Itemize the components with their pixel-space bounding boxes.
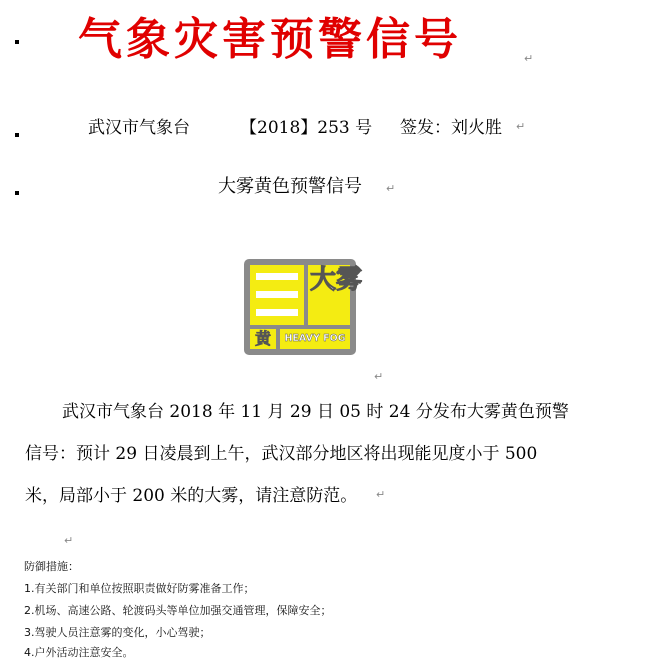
document-number: 【2018】253 号: [240, 118, 373, 138]
measures-heading: 防御措施：: [24, 560, 79, 573]
measure-item: 2.机场、高速公路、轮渡码头等单位加强交通管理，保障安全；: [24, 604, 332, 617]
bullet: [15, 191, 19, 195]
document-title: 气象灾害预警信号: [78, 14, 462, 65]
bullet: [15, 133, 19, 137]
icon-english-label: HEAVY FOG: [284, 333, 346, 344]
body-line-1: 武汉市气象台 2018 年 11 月 29 日 05 时 24 分发布大雾黄色预警: [62, 402, 569, 422]
signer: 签发：刘火胜: [400, 118, 502, 138]
signal-subtitle: 大雾黄色预警信号: [218, 176, 362, 197]
body-line-2: 信号：预计 29 日凌晨到上午，武汉部分地区将出现能见度小于 500: [25, 444, 538, 464]
icon-character-da: 大雾: [310, 265, 363, 295]
icon-color-character: 黄: [254, 329, 271, 348]
paragraph-mark: ↵: [516, 120, 526, 133]
issuer: 武汉市气象台: [88, 118, 190, 138]
paragraph-mark: ↵: [64, 534, 74, 547]
paragraph-mark: ↵: [376, 488, 386, 501]
measure-item: 1.有关部门和单位按照职责做好防雾准备工作；: [24, 582, 255, 595]
measure-item: 3.驾驶人员注意雾的变化，小心驾驶；: [24, 626, 211, 639]
paragraph-mark: ↵: [374, 370, 384, 383]
measure-item: 4.户外活动注意安全。: [24, 646, 134, 659]
paragraph-mark: ↵: [524, 52, 534, 65]
heavy-fog-yellow-warning-icon: [244, 259, 363, 355]
bullet: [15, 40, 19, 44]
body-line-3: 米，局部小于 200 米的大雾，请注意防范。: [25, 486, 358, 506]
paragraph-mark: ↵: [386, 182, 396, 195]
